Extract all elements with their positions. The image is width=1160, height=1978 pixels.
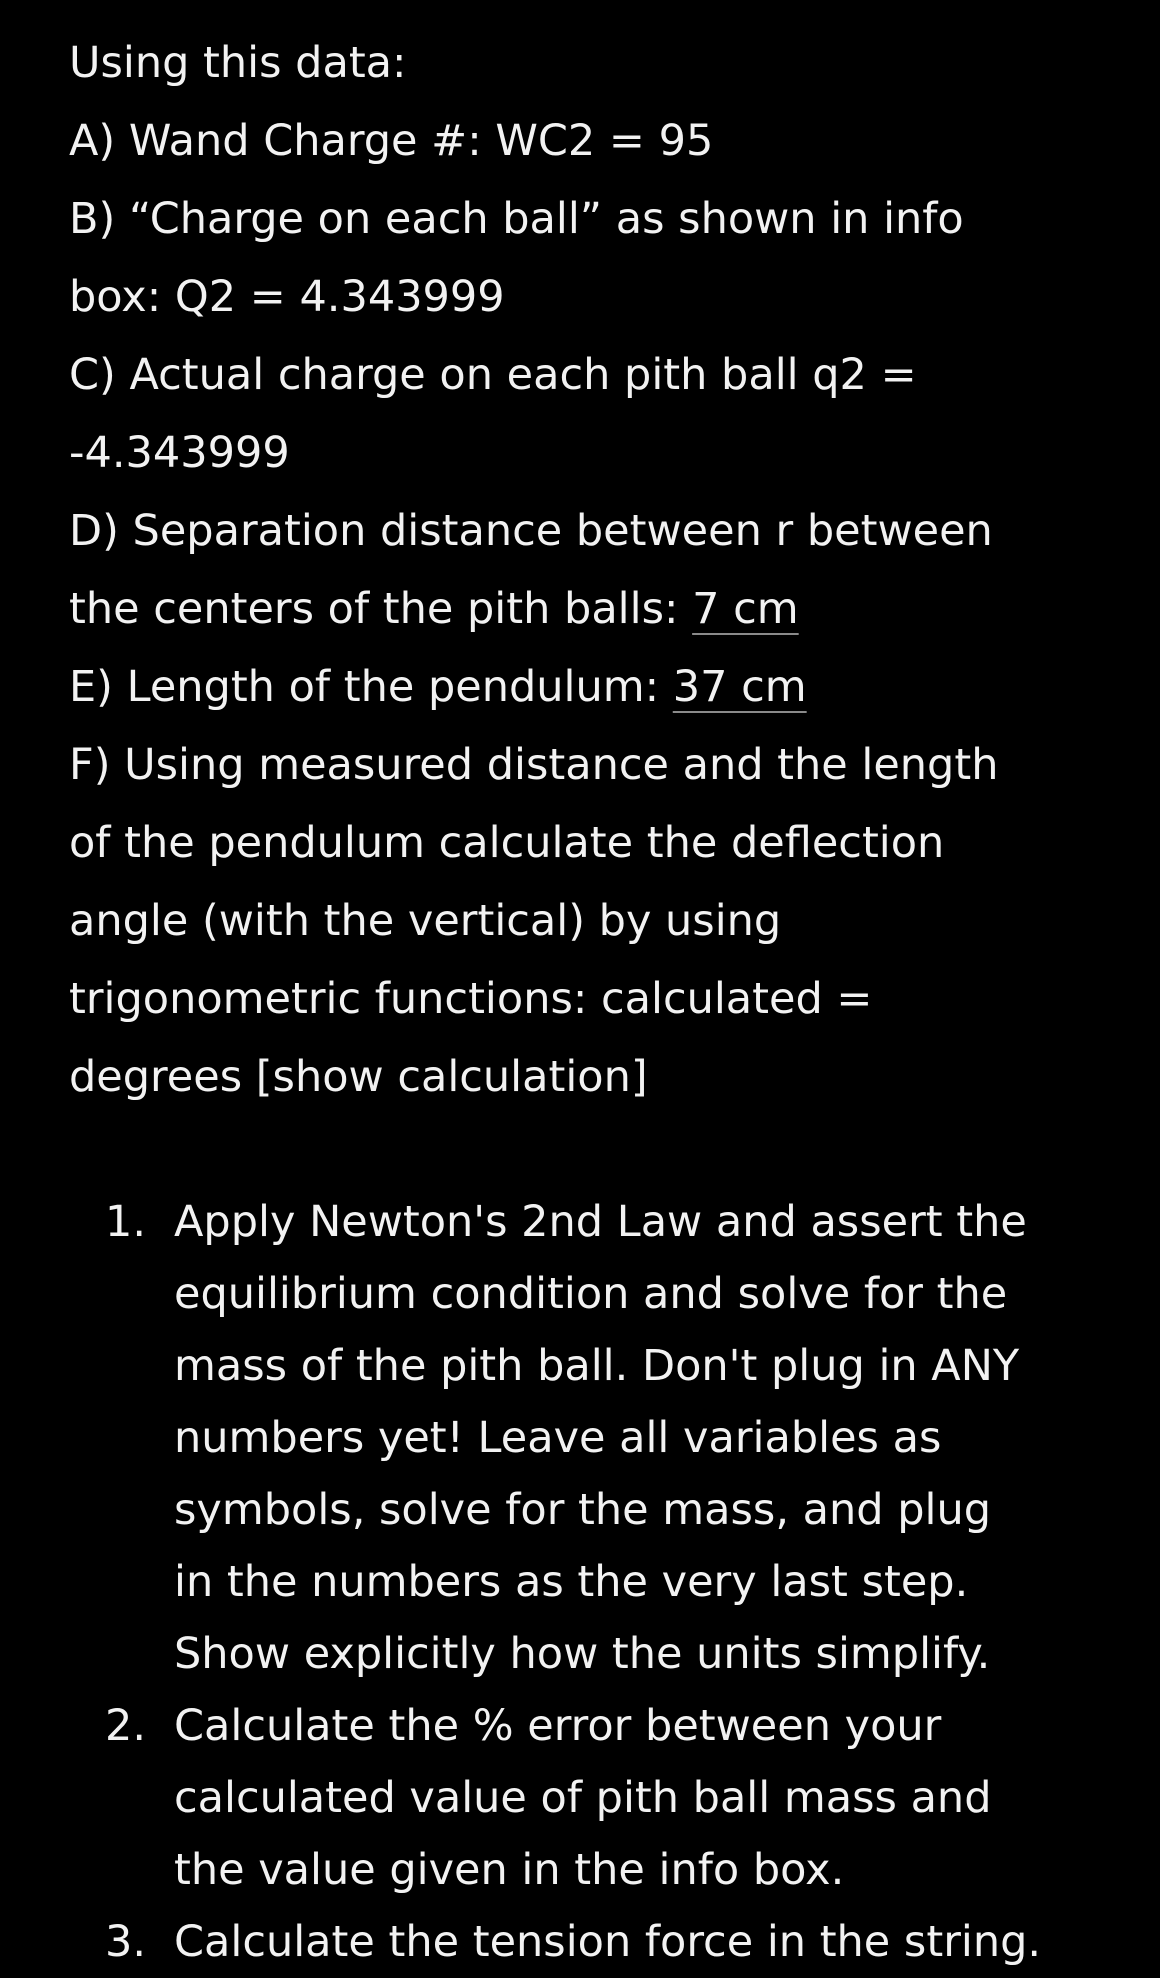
item-d-line-2 <box>69 570 1139 648</box>
item-f-line-3: angle (with the vertical) by using <box>69 896 782 946</box>
question-line: Apply Newton's 2nd Law and assert the <box>174 1197 1027 1247</box>
question-item <box>69 1186 1149 1690</box>
question-line: numbers yet! Leave all variables as <box>174 1413 942 1463</box>
item-c-line-1: C) Actual charge on each pith ball q2 = <box>69 350 917 400</box>
item-f-line-5: degrees [show calculation] <box>69 1052 648 1102</box>
item-d-label: the centers of the pith balls: <box>69 584 693 634</box>
item-e-label: E) Length of the pendulum: <box>69 662 673 712</box>
question-text <box>174 1690 1149 1906</box>
question-text <box>174 1186 1149 1690</box>
question-number: 3. <box>105 1917 147 1967</box>
separation-distance-value: 7 cm <box>692 584 799 634</box>
item-a-line: A) Wand Charge #: WC2 = 95 <box>69 116 714 166</box>
question-line: equilibrium condition and solve for the <box>174 1269 1008 1319</box>
question-line: calculated value of pith ball mass and <box>174 1773 992 1823</box>
question-line: Calculate the % error between your <box>174 1701 942 1751</box>
item-b-line-2: box: Q2 = 4.343999 <box>69 272 505 322</box>
question-number: 1. <box>105 1197 147 1247</box>
question-line: the value given in the info box. <box>174 1845 845 1895</box>
item-f-line-2: of the pendulum calculate the deflection <box>69 818 945 868</box>
item-f-line-1: F) Using measured distance and the length <box>69 740 999 790</box>
question-line: Show explicitly how the units simplify. <box>174 1629 991 1679</box>
item-e-line <box>69 648 1139 726</box>
question-line: Calculate the tension force in the string. <box>174 1917 1042 1967</box>
item-d-line-1: D) Separation distance between r between <box>69 506 993 556</box>
pendulum-length-value: 37 cm <box>672 662 807 712</box>
question-number: 2. <box>105 1701 147 1751</box>
intro-line: Using this data: <box>69 38 407 88</box>
question-item <box>69 1906 1149 1978</box>
item-f-line-4: trigonometric functions: calculated = <box>69 974 873 1024</box>
question-item <box>69 1690 1149 1906</box>
data-section <box>69 24 1139 1116</box>
data-paragraph <box>69 24 1139 1116</box>
question-text <box>174 1906 1149 1978</box>
question-line: mass of the pith ball. Don't plug in ANY <box>174 1341 1020 1391</box>
question-line: symbols, solve for the mass, and plug <box>174 1485 992 1535</box>
item-c-line-2: -4.343999 <box>69 428 290 478</box>
questions-list <box>69 1186 1149 1978</box>
question-line: in the numbers as the very last step. <box>174 1557 969 1607</box>
item-b-line-1: B) “Charge on each ball” as shown in info <box>69 194 964 244</box>
